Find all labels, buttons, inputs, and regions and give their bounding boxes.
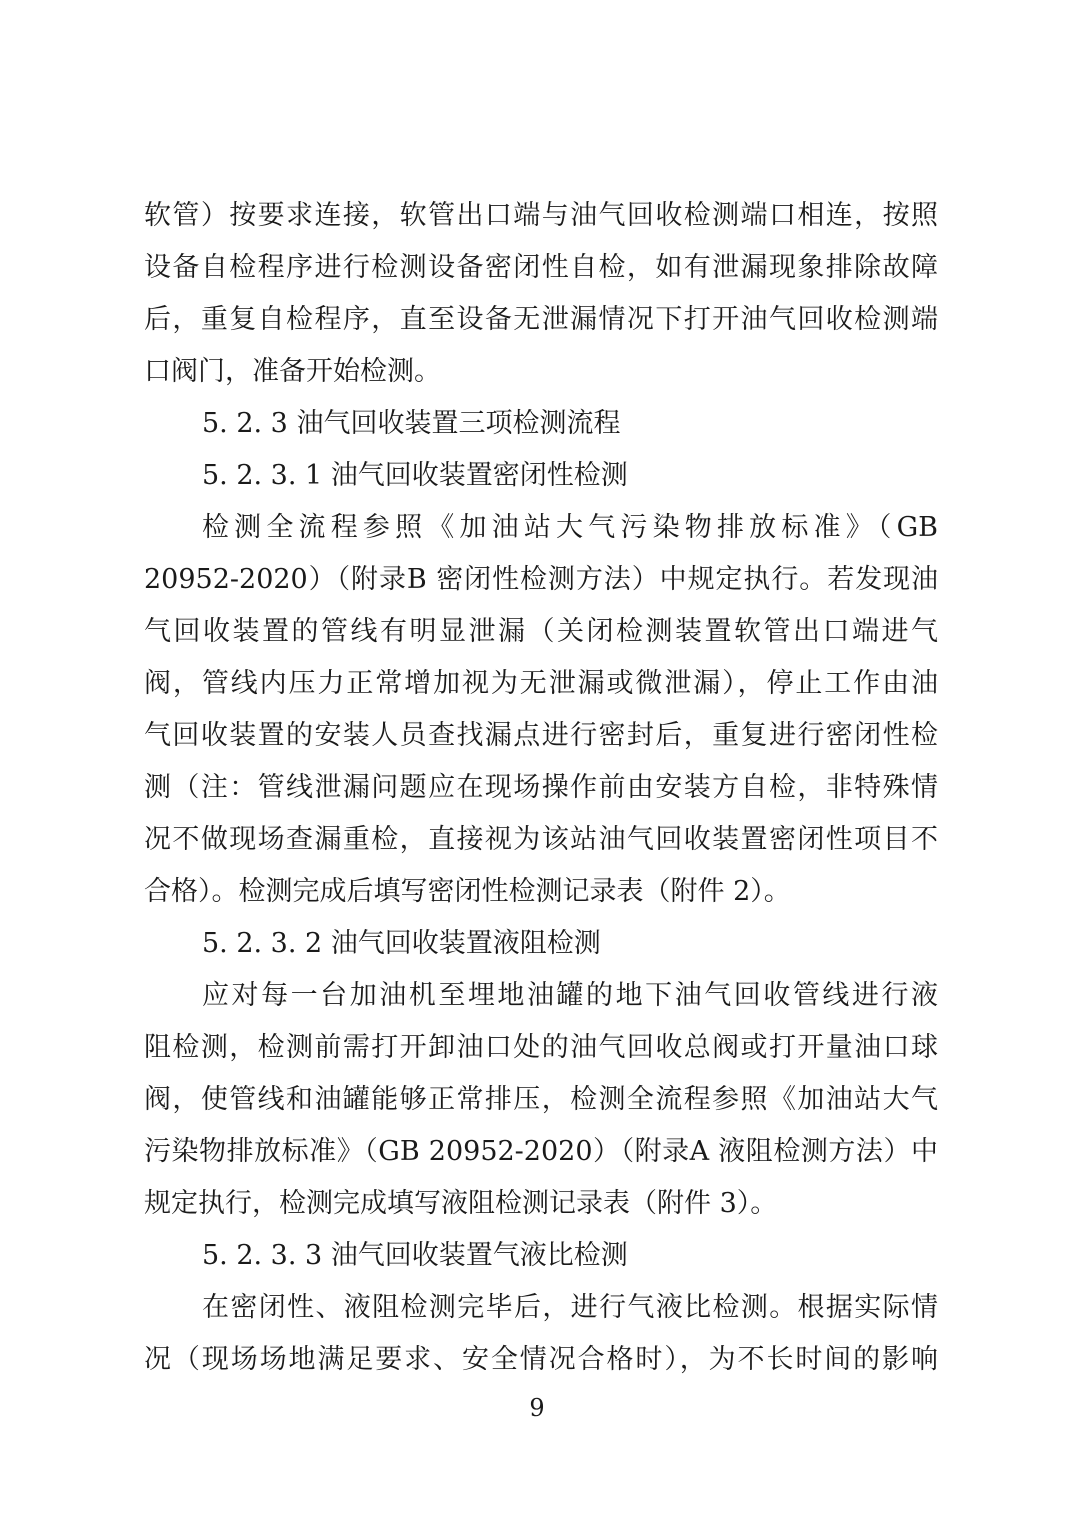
text-line: 检测全流程参照《加油站大气污染物排放标准》（GB [202, 512, 938, 543]
text-line: 软管）按要求连接，软管出口端与油气回收检测端口相连，按照 [144, 200, 938, 231]
section-heading: 5. 2. 3. 2 油气回收装置液阻检测 [202, 928, 601, 959]
text-line: 况不做现场查漏重检，直接视为该站油气回收装置密闭性项目不 [144, 824, 938, 855]
text-line: 后，重复自检程序，直至设备无泄漏情况下打开油气回收检测端 [144, 304, 938, 335]
text-line: 在密闭性、液阻检测完毕后，进行气液比检测。根据实际情 [202, 1292, 938, 1323]
text-line: 污染物排放标准》（GB 20952-2020）（附录A 液阻检测方法）中 [144, 1136, 938, 1167]
text-line: 20952-2020）（附录B 密闭性检测方法）中规定执行。若发现油 [144, 564, 938, 595]
page-number: 9 [529, 1394, 545, 1422]
text-line: 阻检测，检测前需打开卸油口处的油气回收总阀或打开量油口球 [144, 1032, 938, 1063]
section-heading: 5. 2. 3. 3 油气回收装置气液比检测 [202, 1240, 628, 1271]
text-line: 气回收装置的管线有明显泄漏（关闭检测装置软管出口端进气 [144, 616, 938, 647]
body-text [144, 190, 938, 1386]
text-line: 测（注：管线泄漏问题应在现场操作前由安装方自检，非特殊情 [144, 772, 938, 803]
text-line: 规定执行，检测完成填写液阻检测记录表（附件 3）。 [144, 1188, 778, 1219]
text-line: 阀，使管线和油罐能够正常排压，检测全流程参照《加油站大气 [144, 1084, 938, 1115]
text-line: 况（现场场地满足要求、安全情况合格时），为不长时间的影响 [144, 1344, 938, 1375]
section-heading: 5. 2. 3. 1 油气回收装置密闭性检测 [202, 460, 628, 491]
text-line: 应对每一台加油机至埋地油罐的地下油气回收管线进行液 [202, 980, 938, 1011]
text-line: 口阀门，准备开始检测。 [144, 356, 441, 387]
text-line: 合格）。检测完成后填写密闭性检测记录表（附件 2）。 [144, 876, 791, 907]
text-line: 阀，管线内压力正常增加视为无泄漏或微泄漏），停止工作由油 [144, 668, 938, 699]
section-heading: 5. 2. 3 油气回收装置三项检测流程 [202, 408, 621, 439]
text-line: 设备自检程序进行检测设备密闭性自检，如有泄漏现象排除故障 [144, 252, 938, 283]
text-line: 气回收装置的安装人员查找漏点进行密封后，重复进行密闭性检 [144, 720, 938, 751]
